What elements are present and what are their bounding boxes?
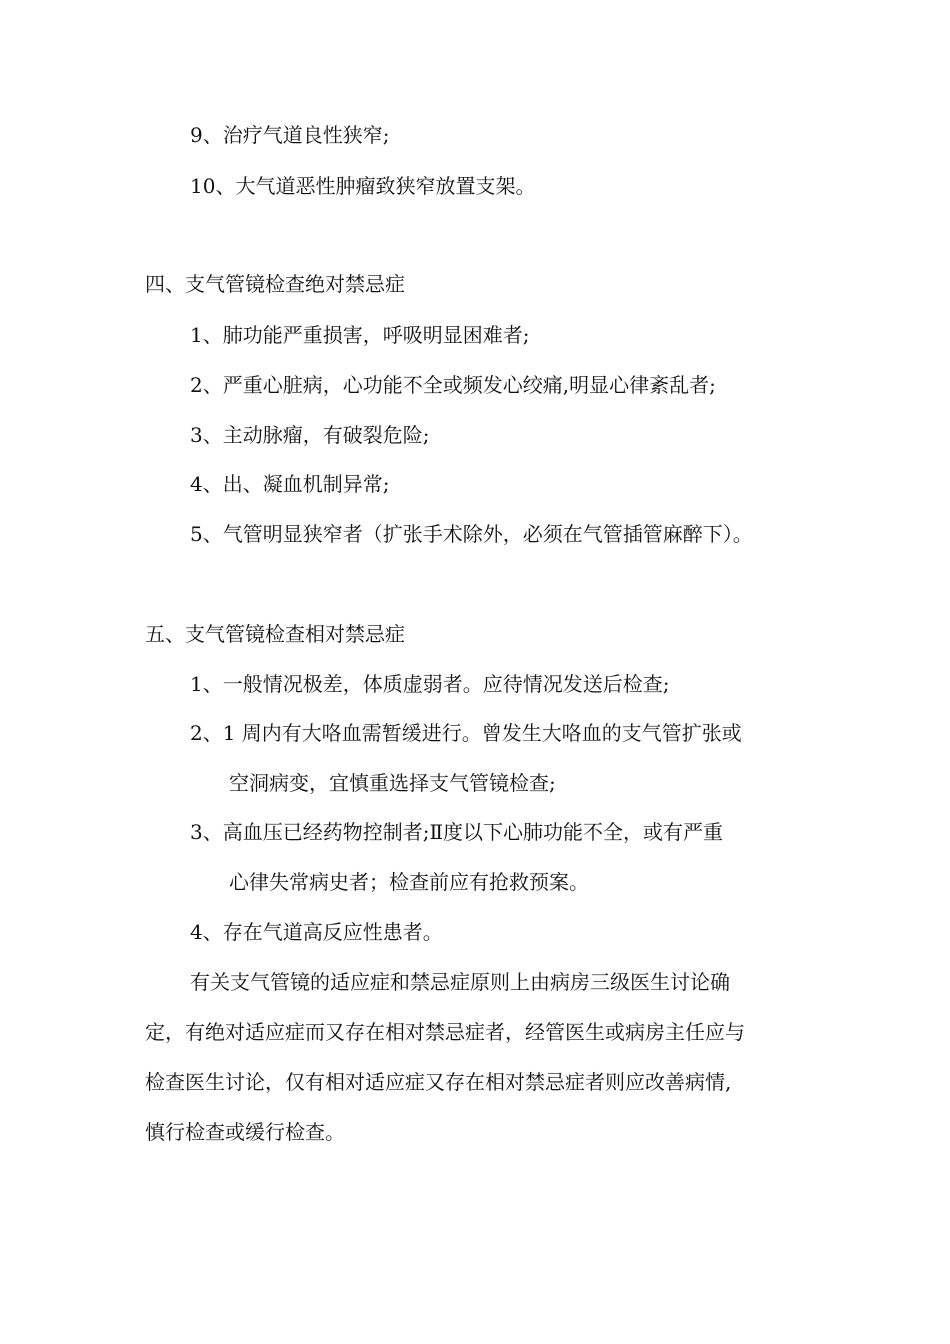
- section5-item-1: 1、一般情况极差，体质虚弱者。应待情况发送后检查;: [190, 672, 670, 696]
- list-item-10: 10、大气道恶性肿瘤致狭窄放置支架。: [190, 174, 536, 198]
- section4-item-5: 5、气管明显狭窄者（扩张手术除外，必须在气管插管麻醉下）。: [190, 522, 753, 546]
- closing-paragraph-line-1: 有关支气管镜的适应症和禁忌症原则上由病房三级医生讨论确: [190, 970, 730, 994]
- section4-item-4: 4、出、凝血机制异常;: [190, 472, 390, 496]
- closing-paragraph-line-2: 定，有绝对适应症而又存在相对禁忌症者，经管医生或病房主任应与: [145, 1020, 745, 1044]
- section5-item-4: 4、存在气道高反应性患者。: [190, 920, 443, 944]
- section5-heading: 五、支气管镜检查相对禁忌症: [145, 622, 405, 646]
- section5-item-3-continuation: 心律失常病史者；检查前应有抢救预案。: [229, 870, 589, 894]
- section4-heading: 四、支气管镜检查绝对禁忌症: [145, 272, 405, 296]
- section5-item-3: 3、高血压已经药物控制者;Ⅱ度以下心肺功能不全，或有严重: [190, 820, 724, 844]
- section4-item-1: 1、肺功能严重损害，呼吸明显困难者;: [190, 323, 530, 347]
- section5-item-2-continuation: 空洞病变，宜慎重选择支气管镜检查;: [229, 771, 556, 795]
- section4-item-2: 2、严重心脏病，心功能不全或频发心绞痛,明显心律紊乱者;: [190, 373, 716, 397]
- list-item-9: 9、治疗气道良性狭窄;: [190, 123, 390, 147]
- closing-paragraph-line-4: 慎行检查或缓行检查。: [145, 1120, 345, 1144]
- closing-paragraph-line-3: 检查医生讨论，仅有相对适应症又存在相对禁忌症者则应改善病情,: [145, 1070, 732, 1094]
- section4-item-3: 3、主动脉瘤，有破裂危险;: [190, 423, 430, 447]
- section5-item-2: 2、1 周内有大咯血需暂缓进行。曾发生大咯血的支气管扩张或: [190, 721, 742, 745]
